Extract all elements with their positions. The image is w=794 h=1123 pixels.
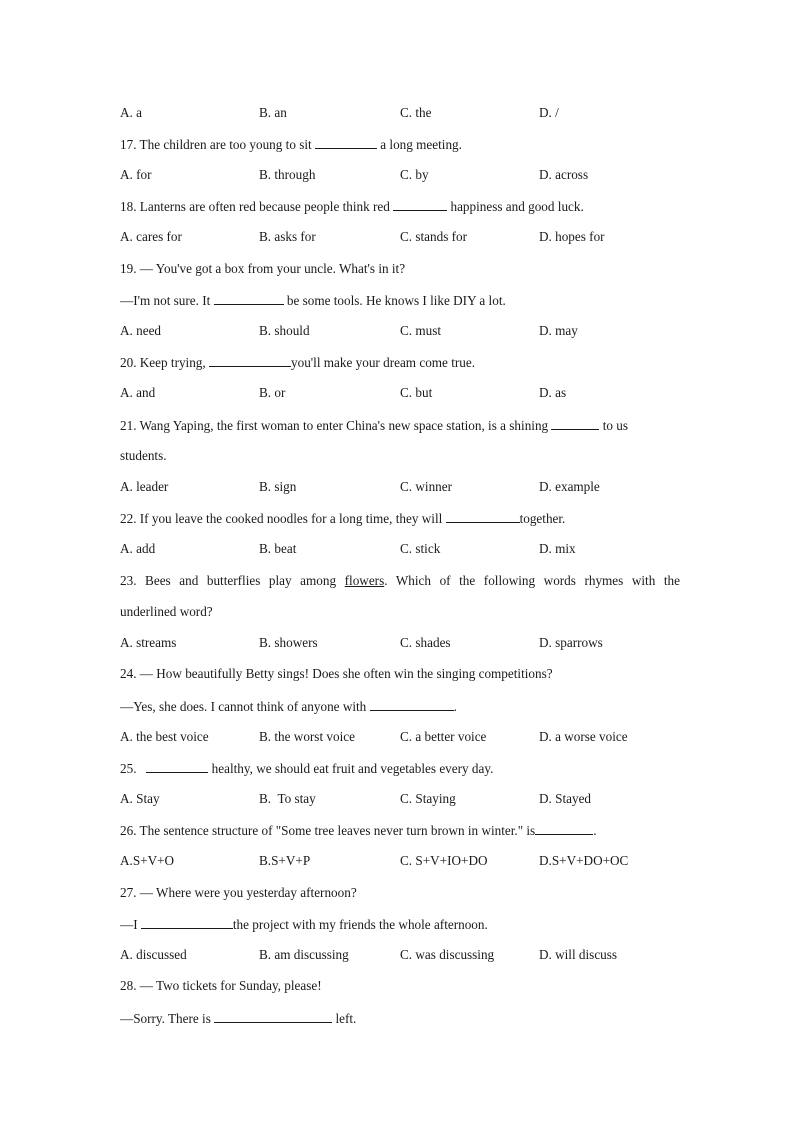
q26-stem-text-end: . bbox=[593, 823, 597, 838]
q22-stem-text-end: together. bbox=[519, 511, 566, 526]
q27-reply bbox=[120, 915, 680, 934]
q23-stem-text-end: . Which of the following words rhymes with the bbox=[384, 573, 680, 588]
q26-stem bbox=[120, 821, 680, 840]
q24-blank bbox=[370, 697, 454, 711]
q18-option-c: C. stands for bbox=[400, 229, 468, 244]
q20-option-c: C. but bbox=[400, 385, 433, 400]
q20-option-b: B. or bbox=[259, 385, 286, 400]
q22-option-c: C. stick bbox=[400, 541, 441, 556]
q18-option-a: A. cares for bbox=[120, 229, 182, 244]
q19-option-b: B. should bbox=[259, 323, 310, 338]
q21-stem-line2: students. bbox=[120, 448, 167, 463]
q25-stem bbox=[120, 759, 680, 778]
q21-option-a: A. leader bbox=[120, 479, 169, 494]
q27-option-c: C. was discussing bbox=[400, 947, 495, 962]
q19-stem: 19. — You've got a box from your uncle. What's in it? bbox=[120, 261, 406, 276]
q22-blank bbox=[446, 509, 520, 523]
q19-reply-text-end: be some tools. He knows I like DIY a lot. bbox=[283, 293, 506, 308]
q28-stem: 28. — Two tickets for Sunday, please! bbox=[120, 978, 322, 993]
q23-stem-line2: underlined word? bbox=[120, 604, 213, 619]
q17-option-d: D. across bbox=[539, 167, 589, 182]
q18-option-b: B. asks for bbox=[259, 229, 316, 244]
q28-reply bbox=[120, 1009, 680, 1028]
q17-blank bbox=[315, 135, 377, 149]
q25-blank bbox=[146, 759, 208, 773]
q19-reply-text: —I'm not sure. It bbox=[120, 293, 214, 308]
q26-option-a: A.S+V+O bbox=[120, 853, 175, 868]
q25-option-d: D. Stayed bbox=[539, 791, 592, 806]
q18-stem-text-end: happiness and good luck. bbox=[447, 199, 584, 214]
q26-option-b: B.S+V+P bbox=[259, 853, 311, 868]
q18-stem bbox=[120, 197, 680, 216]
q20-stem-text-end: you'll make your dream come true. bbox=[291, 355, 476, 370]
q20-option-d: D. as bbox=[539, 385, 567, 400]
q27-reply-text-end: the project with my friends the whole afternoon. bbox=[232, 917, 488, 932]
q16-option-d: D. / bbox=[539, 105, 559, 120]
q23-option-c: C. shades bbox=[400, 635, 451, 650]
q21-stem bbox=[120, 416, 680, 435]
q27-option-b: B. am discussing bbox=[259, 947, 349, 962]
q18-option-d: D. hopes for bbox=[539, 229, 605, 244]
q20-blank bbox=[209, 353, 291, 367]
q17-option-a: A. for bbox=[120, 167, 152, 182]
q16-option-a: A. a bbox=[120, 105, 142, 120]
q24-option-a: A. the best voice bbox=[120, 729, 209, 744]
q24-reply bbox=[120, 697, 680, 716]
q23-stem-text: 23. Bees and butterflies play among bbox=[120, 573, 345, 588]
q24-option-b: B. the worst voice bbox=[259, 729, 355, 744]
q20-stem bbox=[120, 353, 680, 372]
q22-option-b: B. beat bbox=[259, 541, 297, 556]
q23-option-d: D. sparrows bbox=[539, 635, 603, 650]
q21-option-d: D. example bbox=[539, 479, 600, 494]
q26-stem-text: 26. The sentence structure of "Some tree leaves never turn brown in winter." is bbox=[120, 823, 536, 838]
q27-option-d: D. will discuss bbox=[539, 947, 618, 962]
q23-option-a: A. streams bbox=[120, 635, 177, 650]
q24-option-c: C. a better voice bbox=[400, 729, 487, 744]
q21-option-b: B. sign bbox=[259, 479, 297, 494]
q19-reply bbox=[120, 291, 680, 310]
q17-stem bbox=[120, 135, 680, 154]
q24-stem: 24. — How beautifully Betty sings! Does she often win the singing competitions? bbox=[120, 666, 553, 681]
q21-option-c: C. winner bbox=[400, 479, 453, 494]
q23-option-b: B. showers bbox=[259, 635, 318, 650]
q25-stem-number: 25. bbox=[120, 761, 147, 776]
q27-option-a: A. discussed bbox=[120, 947, 187, 962]
q22-stem-text: 22. If you leave the cooked noodles for a long time, they will bbox=[120, 511, 446, 526]
q19-option-d: D. may bbox=[539, 323, 578, 338]
q27-blank bbox=[141, 915, 233, 929]
q25-option-c: C. Staying bbox=[400, 791, 456, 806]
q17-option-b: B. through bbox=[259, 167, 316, 182]
q16-option-b: B. an bbox=[259, 105, 287, 120]
q19-option-a: A. need bbox=[120, 323, 162, 338]
q28-reply-text: —Sorry. There is bbox=[120, 1011, 215, 1026]
q19-blank bbox=[214, 291, 284, 305]
q20-option-a: A. and bbox=[120, 385, 156, 400]
q16-option-c: C. the bbox=[400, 105, 432, 120]
q22-option-d: D. mix bbox=[539, 541, 576, 556]
q23-underlined-word: flowers bbox=[344, 573, 385, 588]
q18-blank bbox=[393, 197, 447, 211]
q25-stem-text-end: healthy, we should eat fruit and vegetables every day. bbox=[208, 761, 494, 776]
q21-stem-text: 21. Wang Yaping, the first woman to enter China's new space station, is a shining bbox=[120, 418, 552, 433]
q26-option-c: C. S+V+IO+DO bbox=[400, 853, 488, 868]
q28-reply-text-end: left. bbox=[332, 1011, 357, 1026]
q27-stem: 27. — Where were you yesterday afternoon? bbox=[120, 885, 357, 900]
q28-blank bbox=[214, 1009, 332, 1023]
q24-option-d: D. a worse voice bbox=[539, 729, 628, 744]
q22-stem bbox=[120, 509, 680, 528]
q21-stem-text-end: to us bbox=[599, 418, 629, 433]
q18-stem-text: 18. Lanterns are often red because people think red bbox=[120, 199, 394, 214]
q26-option-d: D.S+V+DO+OC bbox=[539, 853, 629, 868]
q23-stem bbox=[120, 572, 680, 590]
q26-blank bbox=[535, 821, 593, 835]
q27-reply-text: —I bbox=[120, 917, 141, 932]
q20-stem-text: 20. Keep trying, bbox=[120, 355, 209, 370]
q25-option-a: A. Stay bbox=[120, 791, 160, 806]
q19-option-c: C. must bbox=[400, 323, 442, 338]
q17-stem-text-end: a long meeting. bbox=[376, 137, 462, 152]
q17-stem-text: 17. The children are too young to sit bbox=[120, 137, 315, 152]
q24-reply-text: —Yes, she does. I cannot think of anyone with bbox=[120, 699, 370, 714]
q24-reply-text-end: . bbox=[453, 699, 457, 714]
q25-option-b: B. To stay bbox=[259, 791, 316, 806]
q17-option-c: C. by bbox=[400, 167, 429, 182]
q22-option-a: A. add bbox=[120, 541, 156, 556]
q21-blank bbox=[551, 416, 599, 430]
